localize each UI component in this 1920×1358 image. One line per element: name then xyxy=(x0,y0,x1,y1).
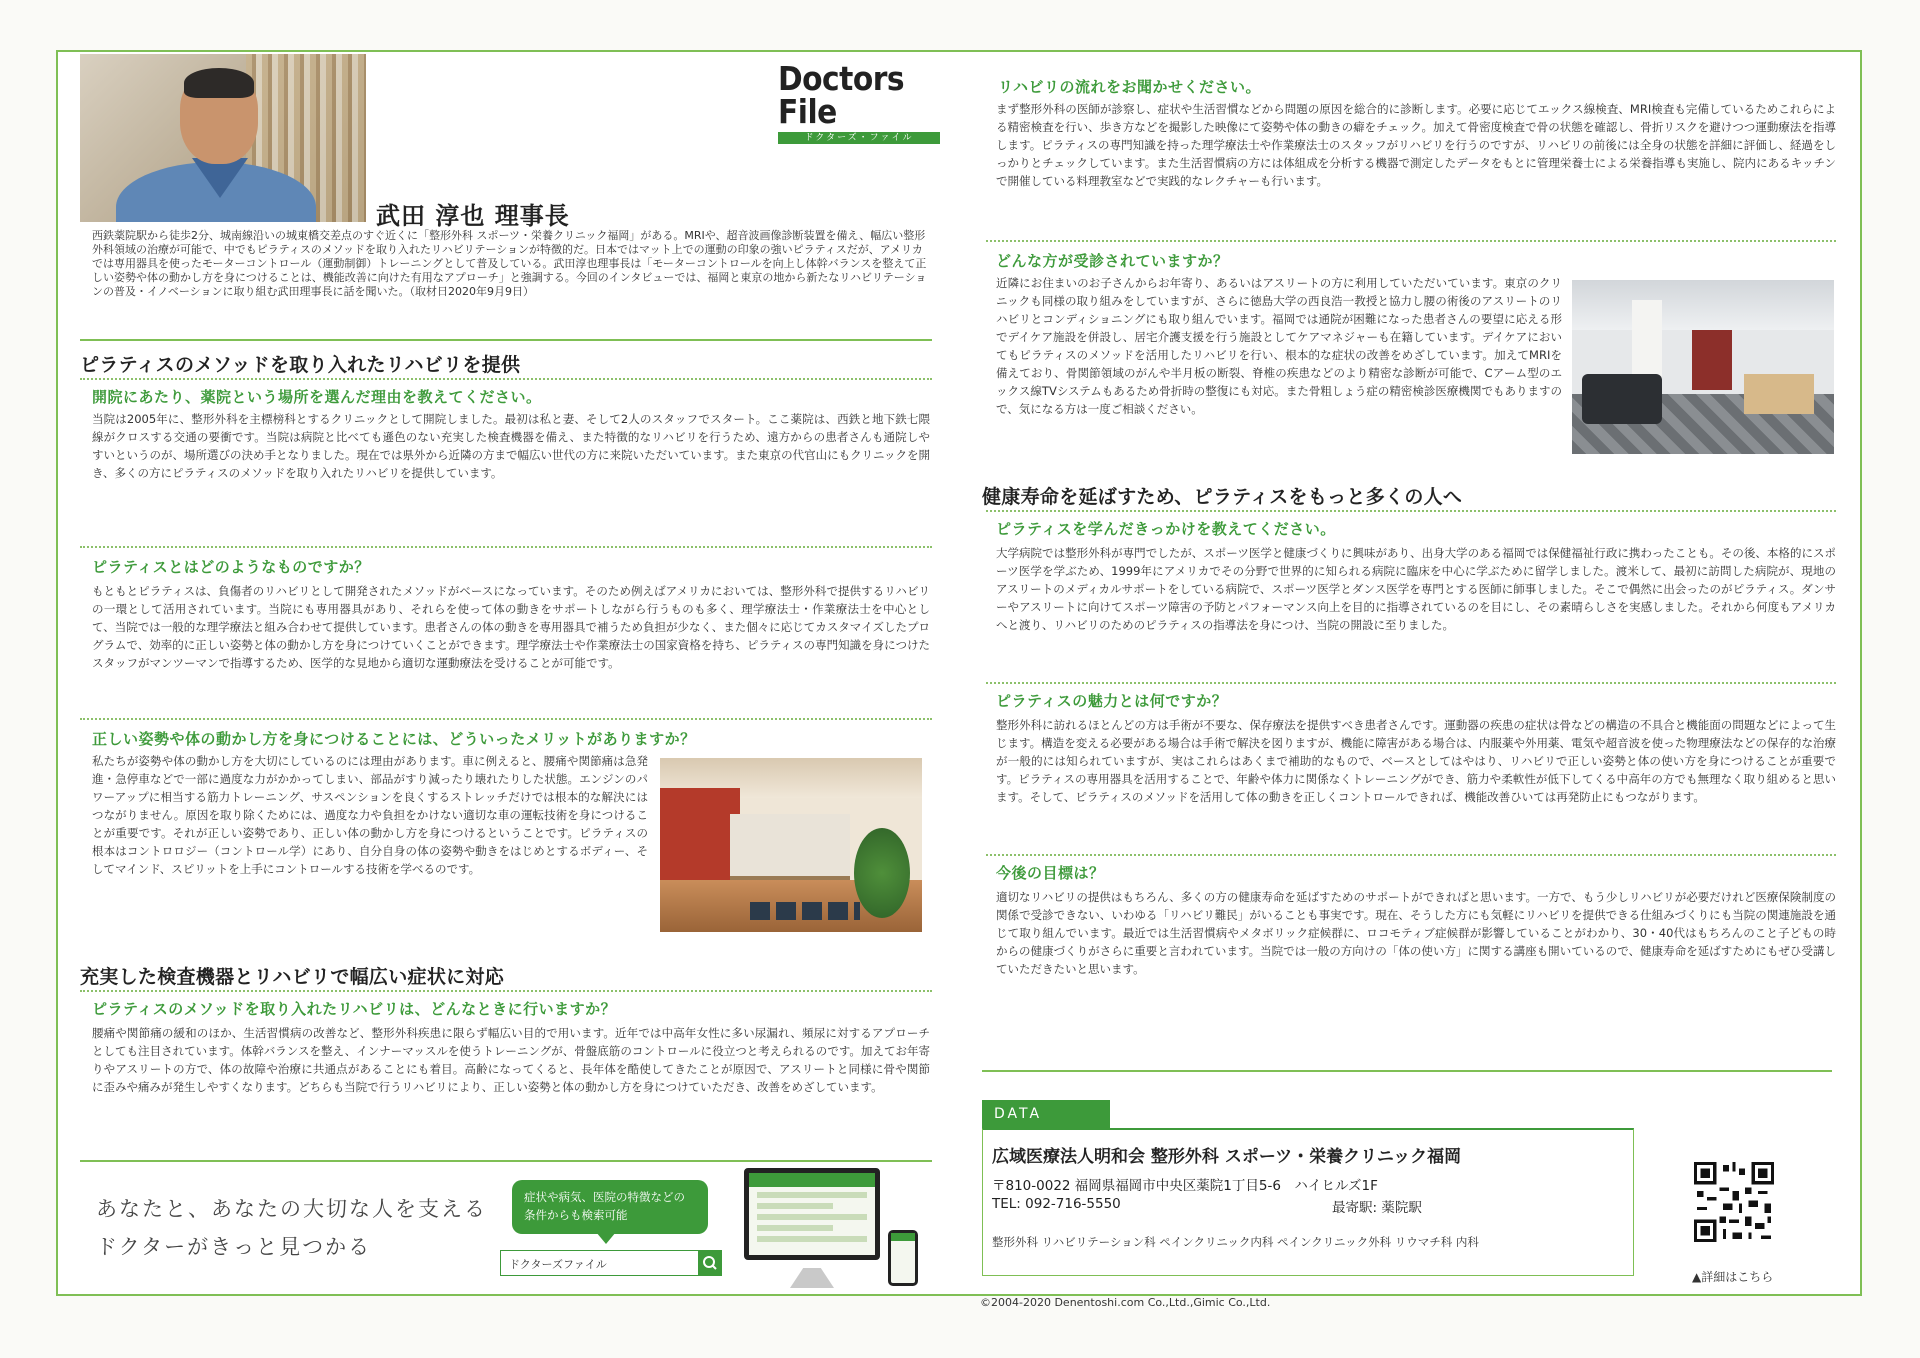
answer-2: もともとピラティスは、負傷者のリハビリとして開発されたメソッドがベースになっています。そのため例えばアメリカにおいては、整形外科で提供するリハビリの一環として活用されています。当院にも専用器具があり、それらを使って体の動きをサポートしながら行うものも多く、理学療法士・作業療法士を中心として、当院では一般的な理学療法と組み合わせて提供しています。患者さんの体の動きを専用器具で補うため負担が少なく、また個々に応じてカスタマイズしたプログラムで、効率的に正しい姿勢と体の動かし方を身につけていくことができます。理学療法士や作業療法士の国家資格を持ち、ピラティスの専門知識を身につけたスタッフがマンツーマンで指導するため、医学的な見地から適切な運動療法を受けることが可能です。 xyxy=(92,584,930,670)
promo-line-2: ドクターがきっと見つかる xyxy=(96,1235,372,1259)
answer-1: 当院は2005年に、整形外科を主標榜科とするクリニックとして開院しました。最初は私と妻、そして2人のスタッフでスタート。ここ薬院は、西鉄と地下鉄七隈線がクロスする交通の要衝です。当院は病院と比べても遜色のない充実した検査機器を備え、また特徴的なリハビリを行うため、遠方からの患者さんも通院しやすいというのが、場所選びの決め手となりました。現在では県外から近隣の方まで幅広い世代の方に来院いただいています。また東京の代官山にもクリニックを開き、多くの方にピラティスのメソッドを取り入れたリハビリを提供しています。 xyxy=(92,412,930,480)
dotted-divider xyxy=(986,854,1836,856)
question-4: ピラティスのメソッドを取り入れたリハビリは、どんなときに行いますか？ xyxy=(92,1000,617,1018)
dotted-divider xyxy=(986,682,1836,684)
dotted-divider xyxy=(80,990,932,992)
clinic-address: 〒810-0022 福岡県福岡市中央区薬院1丁目5-6 ハイヒルズ1F xyxy=(992,1178,1378,1194)
dotted-divider xyxy=(80,718,932,720)
question-6: どんな方が受診されていますか？ xyxy=(996,252,1229,270)
section-title-3: 健康寿命を延ばすため、ピラティスをもっと多くの人へ xyxy=(982,486,1463,508)
answer-5: まず整形外科の医師が診察し、症状や生活習慣などから問題の原因を総合的に診断します。必要に応じてエックス線検査、MRI検査も完備しているためこれらによる精密検査を行い、歩き方などを撮影した映像にて姿勢や体の動きの癖をチェック。加えて骨密度検査で骨の状態を確認し、骨折リスクを避けつつ運動療法を指導します。ピラティスの専門知識を持った理学療法士や作業療法士のスタッフがリハビリを行うのですが、リハビリの前後には全身の状態を詳細に評価し、経過をしっかりとチェックしています。また生活習慣病の方には体組成を分析する機器で測定したデータをもとに管理栄養士による栄養指導も実施し、院内にあるキッチンで開催している料理教室などで実践的なレクチャーも行います。 xyxy=(996,102,1836,188)
question-7: ピラティスを学んだきっかけを教えてください。 xyxy=(996,520,1336,538)
qr-code-icon[interactable] xyxy=(1694,1162,1774,1242)
bubble-line-2: 条件からも検索可能 xyxy=(524,1208,628,1222)
dotted-divider xyxy=(80,378,932,380)
answer-4: 腰痛や関節痛の緩和のほか、生活習慣病の改善など、整形外科疾患に限らず幅広い目的で用います。近年では中高年女性に多い尿漏れ、頻尿に対するアプローチとしても注目されています。体幹バランスを整え、インナーマッスルを使うトレーニングが、骨盤底筋のコントロールに役立つと考えられるのです。加えてお年寄りやアスリートの方で、体の故障や治療に共通点があることにも着目。高齢になってくると、長年体を酷使してきたことが原因で、アスリートと同様に骨や関節に歪みや痛みが発生しやすくなります。どちらも当院で行うリハビリにより、正しい姿勢と体の動かし方を身につけていただき、改善をめざしています。 xyxy=(92,1026,930,1094)
copyright: ©2004-2020 Denentoshi.com Co.,Ltd.,Gimic Co.,Ltd. xyxy=(980,1296,1271,1309)
section-divider xyxy=(80,339,932,341)
monitor-illustration xyxy=(744,1168,880,1260)
question-3: 正しい姿勢や体の動かし方を身につけることには、どういったメリットがありますか？ xyxy=(92,730,696,748)
search-hint-bubble xyxy=(512,1180,708,1234)
question-2: ピラティスとはどのようなものですか？ xyxy=(92,558,370,576)
promo-tagline xyxy=(96,1190,487,1266)
question-8: ピラティスの魅力とは何ですか？ xyxy=(996,692,1228,710)
question-5: リハビリの流れをお聞かせください。 xyxy=(998,78,1262,96)
qr-label: ▲詳細はこちら xyxy=(1692,1270,1774,1284)
answer-8: 整形外科に訪れるほとんどの方は手術が不要な、保存療法を提供すべき患者さんです。運動器の疾患の症状は骨などの構造の不具合と機能面の問題などによって生じます。構造を変える必要がある場合は手術で解決を図りますが、機能に障害がある場合は、内服薬や外用薬、電気や超音波を使った物理療法などの保存的な治療が一般的には知られていますが、実はこれらはあくまで補助的なもので、ベースとしてはやはり、リハビリで正しい姿勢と体の使い方を身につけることが重要です。ピラティスの専用器具を活用することで、年齢や体力に関係なくトレーニングができ、筋力や柔軟性が低下してくる中高年の方でも無理なく取り組めると思います。そして、ピラティスのメソッドを活用して体の動きを正しくコントロールできれば、機能改善ひいては再発防止にもつながります。 xyxy=(996,718,1836,804)
search-button[interactable] xyxy=(698,1250,722,1276)
answer-6: 近隣にお住まいのお子さんからお年寄り、あるいはアスリートの方に利用していただいています。東京のクリニックも同様の取り組みをしていますが、さらに徳島大学の西良浩一教授と協力し腰の術後のアスリートのリハビリとコンディショニングにも取り組んでいます。福岡では通院が困難になった患者さんの要望に応える形でデイケア施設を併設し、居宅介護支援を行う施設としてケアマネジャーも在籍しています。デイケアにおいてもピラティスのメソッドを活用したリハビリを行い、根本的な症状の改善をめざしています。加えてMRIを備えており、骨関節領域のがんや半月板の断裂、脊椎の疾患などのより精密な診断が可能で、Cアーム型のエックス線TVシステムもあるため骨折時の整復にも対応。また骨粗しょう症の精密検診医療機関でもありますので、気になる方は一度ご相談ください。 xyxy=(996,276,1562,416)
dotted-divider xyxy=(986,510,1836,512)
bubble-line-1: 症状や病気、医院の特徴などの xyxy=(524,1190,685,1204)
answer-7: 大学病院では整形外科が専門でしたが、スポーツ医学と健康づくりに興味があり、出身大学のある福岡では保健福祉行政に携わったことも。その後、本格的にスポーツ医学を学ぶため、1999年にアメリカでその分野で世界的に知られる病院に臨床を中心に学ぶために留学しました。渡米して、最初に訪問した病院が、現地のアスリートのメディカルサポートをしている病院で、スポーツ医学とダンス医学を専門とする医師に師事しました。そこで偶然に出会ったのがピラティス。ダンサーやアスリートに向けてスポーツ障害の予防とパフォーマンス向上を目的に指導されているのを目にし、その素晴らしさを実感しました。それから何度もアメリカへと渡り、リハビリのためのピラティスの指導法を身につけ、当院の開設に至りました。 xyxy=(996,546,1836,632)
dotted-divider xyxy=(80,546,932,548)
dotted-divider xyxy=(986,240,1836,242)
search-icon xyxy=(698,1250,722,1276)
answer-9: 適切なリハビリの提供はもちろん、多くの方の健康寿命を延ばすためのサポートができればと思います。一方で、もう少しリハビリが必要だけれど医療保険制度の関係で受診できない、いわゆる「リハビリ難民」がいることも事実です。現在、そうした方にも気軽にリハビリを提供できる仕組みづくりにも当院の関連施設を通じて取り組んでいます。最近では生活習慣病やメタボリック症候群に、ロコモティブ症候群が影響していることがわかり、30・40代はもちろんのこと子どもの時からの健康づくりがさらに重要と言われています。当院では一般の方向けの「体の使い方」に関する講座も開いているので、健康寿命を延ばすためにもぜひ受講していただきたいと思います。 xyxy=(996,890,1836,976)
question-1: 開院にあたり、薬院という場所を選んだ理由を教えてください。 xyxy=(92,388,542,406)
answer-3: 私たちが姿勢や体の動かし方を大切にしているのには理由があります。車に例えると、腰痛や関節痛は急発進・急停車などで一部に過度な力がかかってしまい、部品がすり減ったり壊れたりした状態。エンジンのパワーアップに相当する筋力トレーニング、サスペンションを良くするストレッチだけでは根本的な解決にはつながりません。原因を取り除くためには、過度な力や負担をかけない適切な車の運転技術を身につけることが重要です。それが正しい姿勢であり、正しい体の動かし方を身につけるということです。ピラティスの根本はコントロロジー（コントロール学）にあり、自分自身の体の姿勢や動きをはじめとするボディー、そしてマインド、スピリットを上手にコントロールする技術を学べるのです。 xyxy=(92,754,648,876)
rehab-room-photo xyxy=(1572,280,1834,454)
clinic-name: 広域医療法人明和会 整形外科 スポーツ・栄養クリニック福岡 xyxy=(992,1147,1462,1167)
logo-subtitle: ドクターズ・ファイル xyxy=(778,132,940,144)
clinic-departments: 整形外科 リハビリテーション科 ペインクリニック内科 ペインクリニック外科 リウマチ科 内科 xyxy=(992,1235,1479,1249)
intro-paragraph: 西鉄薬院駅から徒歩2分、城南線沿いの城東橋交差点のすぐ近くに「整形外科 スポーツ・栄養クリニック福岡」がある。MRIや、超音波画像診断装置を備え、幅広い整形外科領域の治療が可能で、中でもピラティスのメソッドを取り入れたリハビリテーションが特徴的だ。日本ではマット上での運動の印象の強いピラティスだが、アメリカでは専用器具を使ったモーターコントロール（運動制御）トレーニングとして普及している。武田淳也理事長は「モーターコントロールを向上し体幹バランスを整えて正しい姿勢や体の動かし方を身につけることは、機能改善に向けた有用なアプローチ」と強調する。今回のインタビューでは、福岡と東京の地から新たなリハビリテーションの普及・イノベーションに取り組む武田理事長に話を聞いた。（取材日2020年9月9日） xyxy=(92,229,927,298)
search-input[interactable] xyxy=(500,1250,720,1276)
section-title-2: 充実した検査機器とリハビリで幅広い症状に対応 xyxy=(80,966,505,988)
clinic-lobby-photo xyxy=(660,758,922,932)
question-9: 今後の目標は？ xyxy=(996,864,1105,882)
promo-line-1: あなたと、あなたの大切な人を支える xyxy=(96,1197,487,1221)
clinic-station: 最寄駅: 薬院駅 xyxy=(1332,1200,1422,1216)
phone-illustration xyxy=(888,1230,918,1286)
section-divider xyxy=(80,1160,932,1162)
doctors-file-logo xyxy=(778,59,940,144)
logo-text: Doctors File xyxy=(778,59,905,131)
section-divider xyxy=(982,1070,1832,1072)
section-title-1: ピラティスのメソッドを取り入れたリハビリを提供 xyxy=(80,354,521,376)
data-tab: DATA xyxy=(982,1100,1110,1128)
doctor-photo xyxy=(80,54,366,222)
doctor-name: 武田 淳也 理事長 xyxy=(376,202,570,230)
search-input-text: ドクターズファイル xyxy=(509,1258,607,1271)
clinic-tel: TEL: 092-716-5550 xyxy=(992,1196,1121,1212)
